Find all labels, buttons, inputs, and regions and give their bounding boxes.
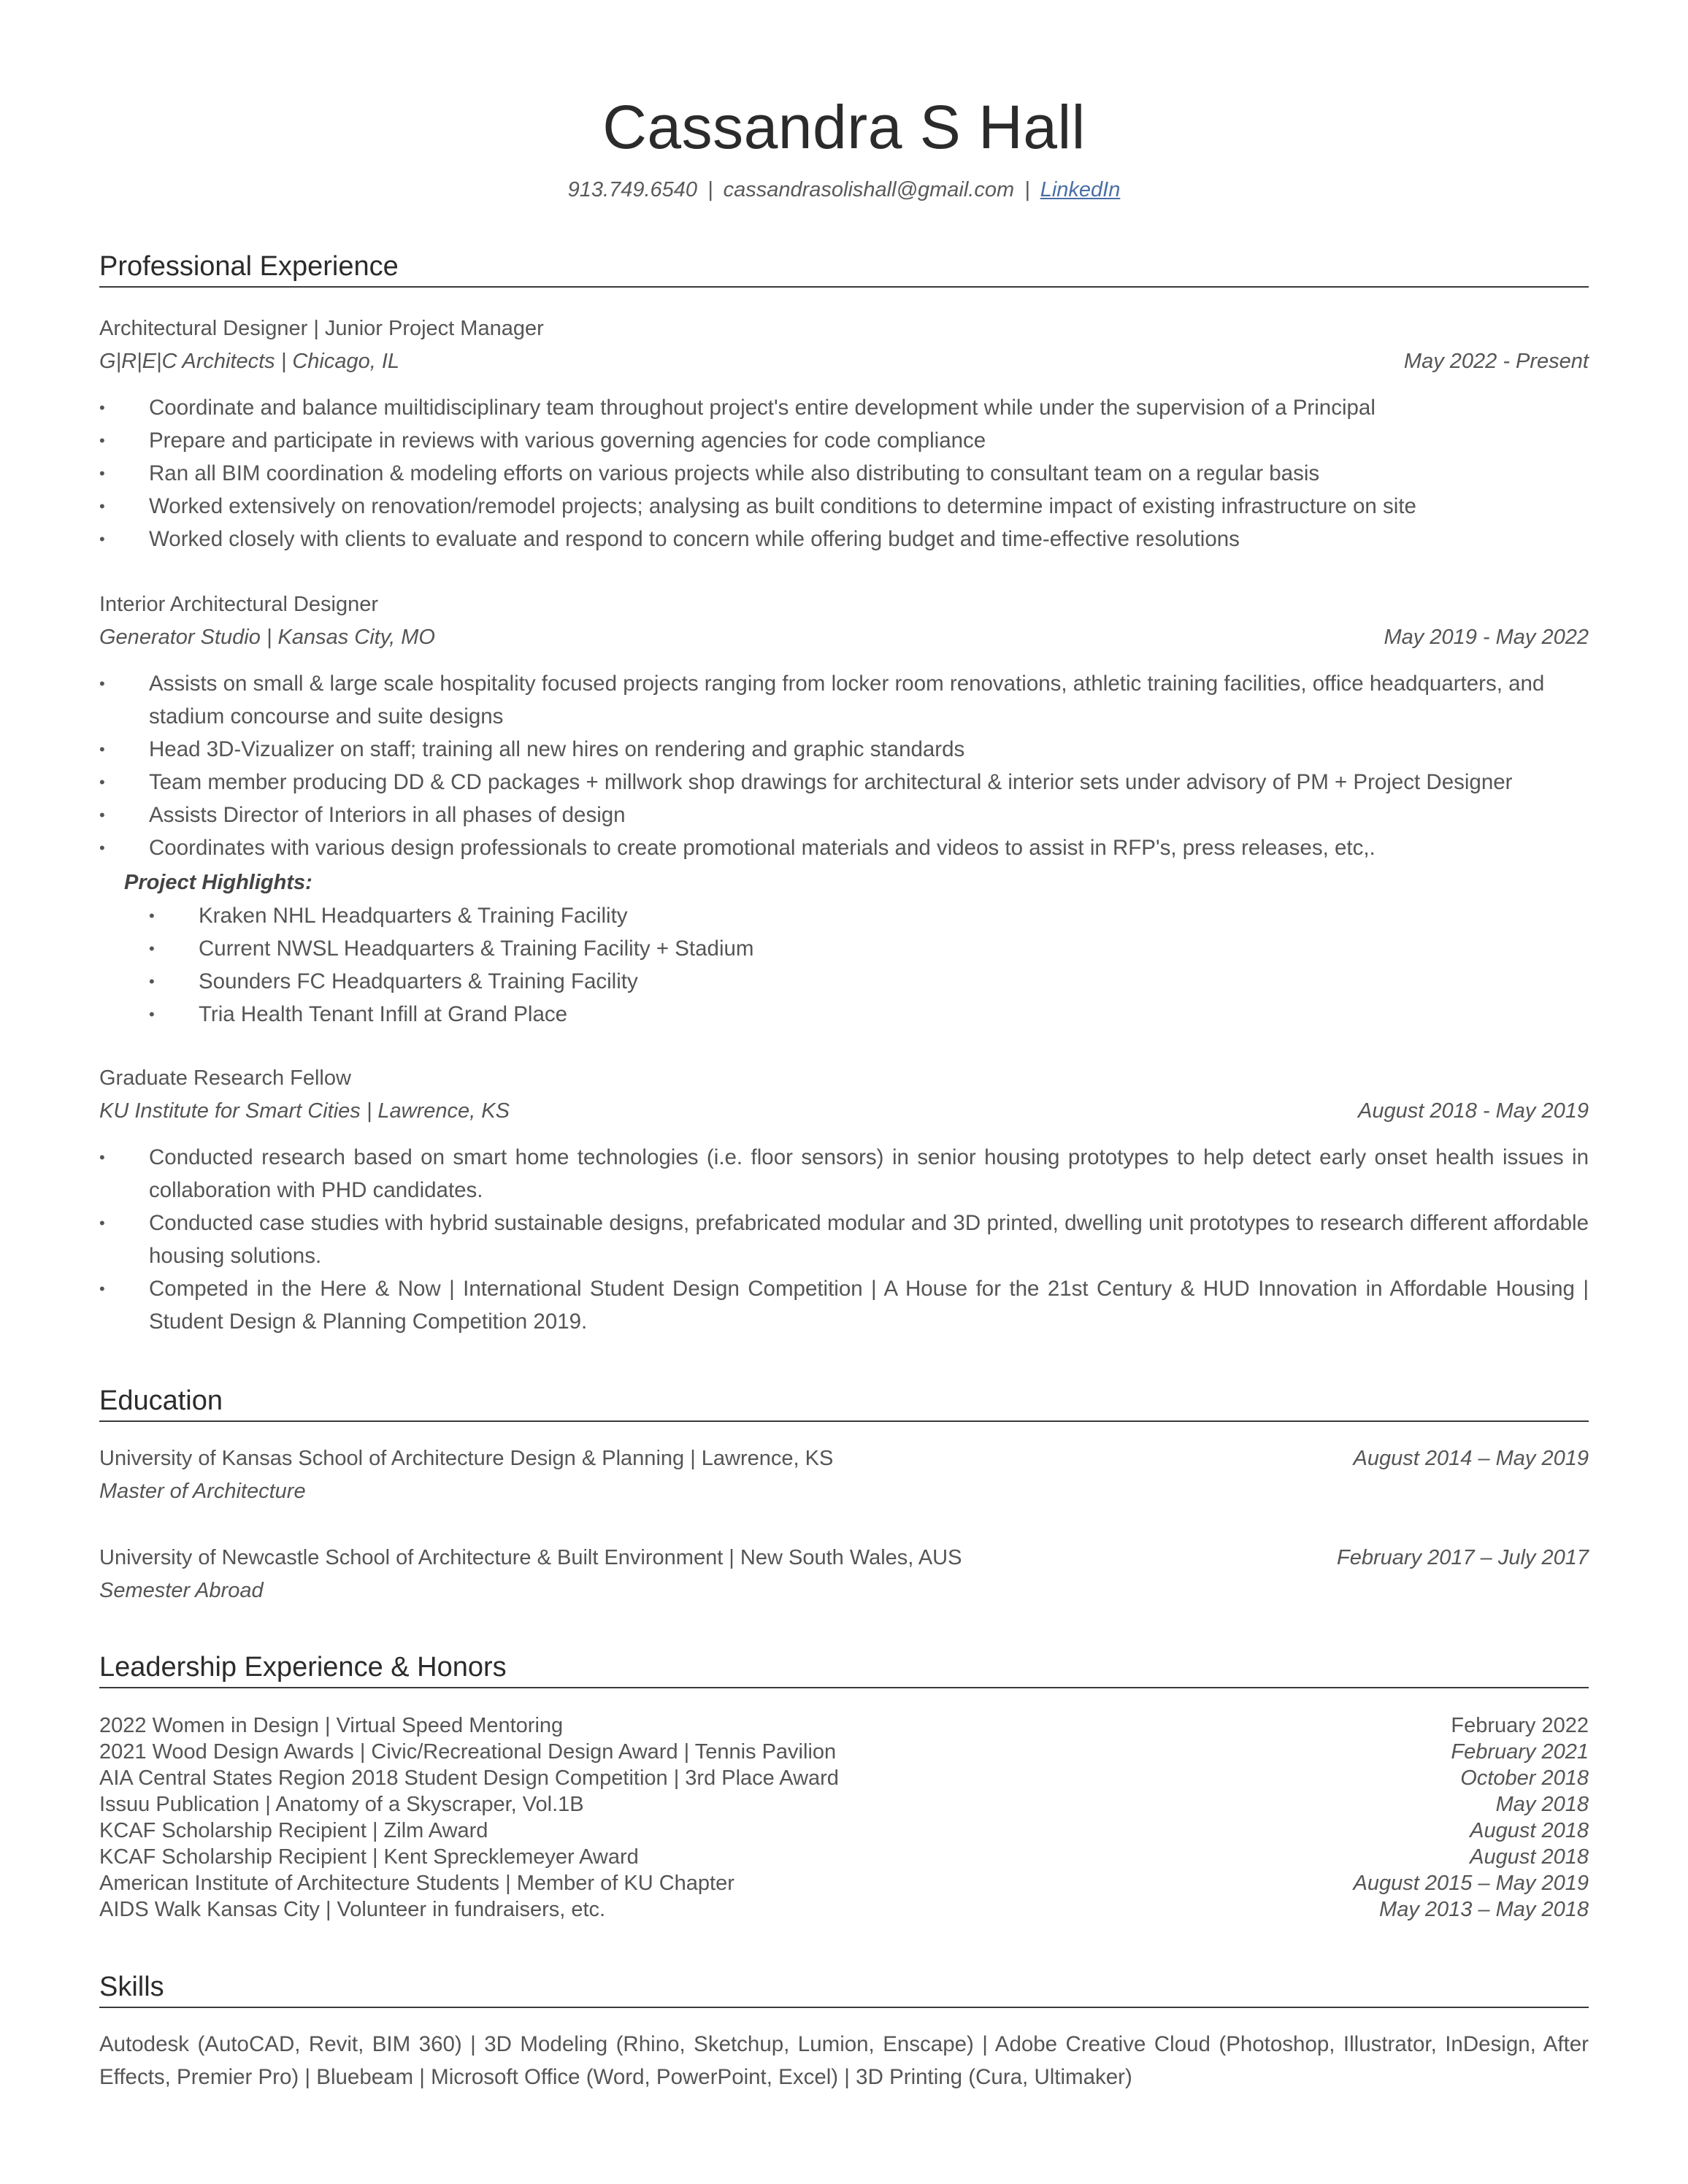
honor-date: August 2018 [1470, 1845, 1589, 1869]
education-row [99, 1543, 1589, 1572]
honor-row [99, 1844, 1589, 1870]
honor-row [99, 1818, 1589, 1844]
skills-text: Autodesk (AutoCAD, Revit, BIM 360) | 3D Modeling (Rhino, Sketchup, Lumion, Enscape) | Adobe Creative Cloud (Photoshop, Illustrator, InDesign, After Effects, Premier Pro) | Bluebeam | Microsoft Office (Word, PowerPoint, Excel) | 3D Printing (Cura, Ultimaker) [99, 2032, 1589, 2089]
honor-row [99, 1791, 1589, 1818]
job-title: Graduate Research Fellow [99, 1066, 351, 1090]
section-title-experience: Professional Experience [99, 248, 1589, 288]
honor-text: KCAF Scholarship Recipient | Zilm Award [99, 1819, 488, 1842]
bullet-icon: • [149, 1005, 155, 1023]
job-organization: Generator Studio | Kansas City, MO [99, 626, 435, 649]
job-title-row [99, 1064, 1589, 1093]
list-item: • Worked extensively on renovation/remodel projects; analysing as built conditions to determine impact of existing infrastructure on site [99, 490, 1589, 523]
list-item: • Head 3D-Vizualizer on staff; training all new hires on rendering and graphic standards [99, 733, 1589, 766]
job-org-row [99, 1096, 1589, 1126]
school-name: University of Newcastle School of Architecture & Built Environment | New South Wales, AUS [99, 1546, 962, 1569]
job-org-row [99, 347, 1589, 376]
job-date: May 2022 - Present [1403, 350, 1589, 373]
list-item: • Assists on small & large scale hospitality focused projects ranging from locker room renovations, athletic training facilities, office headquarters, and stadium concourse and suite designs [99, 667, 1589, 733]
honor-date: August 2018 [1470, 1819, 1589, 1842]
job-date: May 2019 - May 2022 [1384, 626, 1589, 649]
bullet-icon: • [99, 806, 105, 824]
list-item: • Team member producing DD & CD packages + millwork shop drawings for architectural & interior sets under advisory of PM + Project Designer [99, 766, 1589, 799]
contact-separator: | [707, 178, 713, 201]
bullet-icon: • [99, 773, 105, 791]
school-name: University of Kansas School of Architecture Design & Planning | Lawrence, KS [99, 1447, 834, 1470]
job-date: August 2018 - May 2019 [1358, 1099, 1589, 1123]
email-address[interactable]: cassandrasolishall@gmail.com [723, 178, 1015, 201]
honor-text: American Institute of Architecture Students | Member of KU Chapter [99, 1872, 734, 1895]
job-organization: KU Institute for Smart Cities | Lawrence, KS [99, 1099, 510, 1123]
bullet-icon: • [99, 839, 105, 857]
job-organization: G|R|E|C Architects | Chicago, IL [99, 350, 400, 373]
list-item: • Coordinate and balance muiltidisciplinary team throughout project's entire development while under the supervision of a Principal [99, 391, 1589, 424]
list-item: • Assists Director of Interiors in all phases of design [99, 799, 1589, 831]
list-item: • Tria Health Tenant Infill at Grand Place [149, 998, 1536, 1031]
linkedin-link[interactable]: LinkedIn [1040, 178, 1121, 201]
degree-row [99, 1477, 1589, 1506]
bullet-icon: • [99, 399, 105, 417]
honor-date: February 2022 [1451, 1714, 1589, 1737]
job-org-row [99, 623, 1589, 652]
honor-text: Issuu Publication | Anatomy of a Skyscraper, Vol.1B [99, 1793, 584, 1816]
list-item: • Current NWSL Headquarters & Training Facility + Stadium [149, 932, 1536, 965]
bullet-icon: • [99, 431, 105, 450]
honor-date: May 2013 – May 2018 [1379, 1898, 1589, 1921]
section-title-skills: Skills [99, 1969, 1589, 2008]
bullet-icon: • [99, 464, 105, 482]
bullet-icon: • [99, 1214, 105, 1232]
honor-date: May 2018 [1495, 1793, 1589, 1816]
degree-row [99, 1576, 1589, 1605]
bullet-icon: • [149, 972, 155, 991]
honor-date: August 2015 – May 2019 [1353, 1872, 1589, 1895]
project-highlights-list [149, 899, 1536, 1031]
honor-row [99, 1739, 1589, 1765]
job-title: Architectural Designer | Junior Project Manager [99, 317, 544, 340]
bullet-icon: • [149, 907, 155, 925]
list-item: • Conducted case studies with hybrid sustainable designs, prefabricated modular and 3D printed, dwelling unit prototypes to research different affordable housing solutions. [99, 1207, 1589, 1272]
list-item: • Sounders FC Headquarters & Training Facility [149, 965, 1536, 998]
honor-row [99, 1765, 1589, 1791]
education-date: February 2017 – July 2017 [1337, 1546, 1589, 1569]
honor-row [99, 1712, 1589, 1739]
section-title-leadership: Leadership Experience & Honors [99, 1649, 1589, 1688]
honor-text: 2021 Wood Design Awards | Civic/Recreational Design Award | Tennis Pavilion [99, 1740, 837, 1764]
project-highlights-label: Project Highlights: [124, 871, 312, 894]
honor-text: AIA Central States Region 2018 Student Design Competition | 3rd Place Award [99, 1766, 839, 1790]
candidate-name: Cassandra S Hall [602, 93, 1086, 161]
bullet-icon: • [99, 674, 105, 693]
bullet-icon: • [99, 740, 105, 758]
job-bullets [99, 667, 1589, 864]
honor-date: February 2021 [1451, 1740, 1589, 1764]
honor-text: 2022 Women in Design | Virtual Speed Mentoring [99, 1714, 564, 1737]
bullet-icon: • [99, 1148, 105, 1166]
list-item: • Coordinates with various design professionals to create promotional materials and videos to assist in RFP's, press releases, etc,. [99, 831, 1589, 864]
bullet-icon: • [99, 1280, 105, 1298]
contact-line [99, 175, 1589, 204]
degree: Semester Abroad [99, 1579, 264, 1602]
bullet-icon: • [99, 497, 105, 515]
contact-separator: | [1024, 178, 1030, 201]
list-item: • Kraken NHL Headquarters & Training Facility [149, 899, 1536, 932]
honor-row [99, 1870, 1589, 1896]
bullet-icon: • [99, 530, 105, 548]
job-bullets [99, 1141, 1589, 1338]
education-date: August 2014 – May 2019 [1353, 1447, 1589, 1470]
list-item: • Competed in the Here & Now | International Student Design Competition | A House for the 21st Century & HUD Innovation in Affordable Housing | Student Design & Planning Competition 2019. [99, 1272, 1589, 1338]
education-row [99, 1444, 1589, 1473]
job-title: Interior Architectural Designer [99, 593, 378, 616]
honor-text: KCAF Scholarship Recipient | Kent Sprecklemeyer Award [99, 1845, 639, 1869]
degree: Master of Architecture [99, 1480, 306, 1503]
list-item: • Conducted research based on smart home technologies (i.e. floor sensors) in senior housing prototypes to help detect early onset health issues in collaboration with PHD candidates. [99, 1141, 1589, 1207]
bullet-icon: • [149, 939, 155, 958]
list-item: • Prepare and participate in reviews with various governing agencies for code compliance [99, 424, 1589, 457]
honor-row [99, 1896, 1589, 1923]
list-item: • Worked closely with clients to evaluate and respond to concern while offering budget and time-effective resolutions [99, 523, 1589, 555]
job-bullets [99, 391, 1589, 555]
list-item: • Ran all BIM coordination & modeling efforts on various projects while also distributing to consultant team on a regular basis [99, 457, 1589, 490]
phone-number: 913.749.6540 [567, 178, 698, 201]
honor-date: October 2018 [1460, 1766, 1589, 1790]
job-title-row [99, 314, 1589, 343]
section-title-education: Education [99, 1383, 1589, 1422]
honor-text: AIDS Walk Kansas City | Volunteer in fundraisers, etc. [99, 1898, 606, 1921]
job-title-row [99, 590, 1589, 619]
